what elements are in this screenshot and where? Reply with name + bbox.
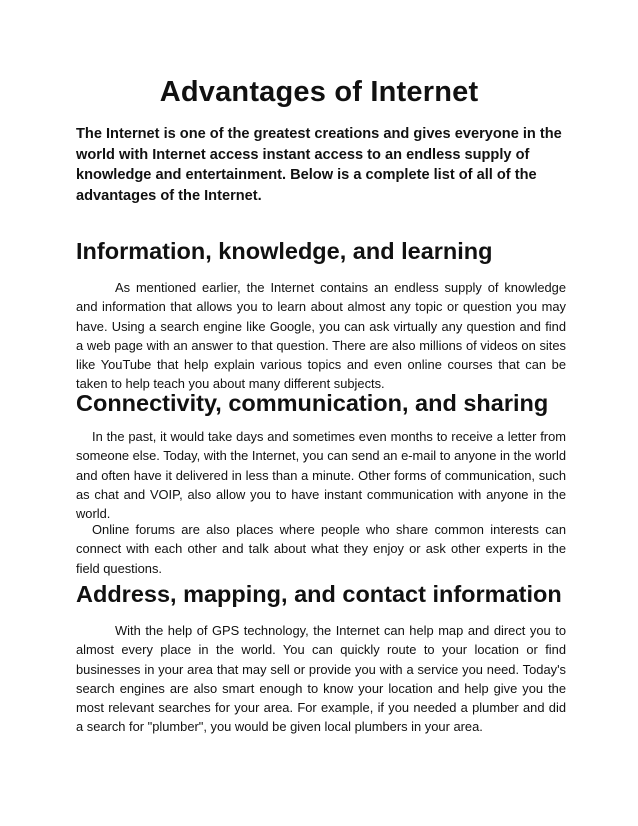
page-title: Advantages of Internet: [159, 76, 479, 108]
section-paragraph-connectivity-2: Online forums are also places where people who share common interests can connect with each other and talk about what they enjoy or ask other experts in the field questions.: [76, 522, 566, 576]
intro-paragraph: The Internet is one of the greatest creations and gives everyone in the world with Internet access instant access to an endless supply of knowledge and entertainment. Below is a complete list of all of the advantages of the Internet.: [76, 126, 562, 204]
section-paragraph-address: With the help of GPS technology, the Internet can help map and direct you to almost every place in the world. You can quickly route to your location or find businesses in your area that may sell or provide you with a service you need. Today's search engines are also smart enough to know your location and help give you the most relevant searches for your area. For example, if you needed a plumber and did a search for "plumber", you would be given local plumbers in your area.: [76, 623, 566, 735]
section-heading-connectivity: Connectivity, communication, and sharing: [76, 390, 549, 416]
section-heading-address: Address, mapping, and contact information: [76, 581, 562, 607]
section-paragraph-connectivity-1: In the past, it would take days and sometimes even months to receive a letter from someone else. Today, with the Internet, you can send an e-mail to anyone in the world and often have it delivered in less than a minute. Other forms of communication, such as chat and VOIP, also allow you to have instant communication with anyone in the world.: [76, 429, 566, 522]
section-paragraph-information: As mentioned earlier, the Internet contains an endless supply of knowledge and information that allows you to learn about almost any topic or question you may have. Using a search engine like Google, you can ask virtually any question and find a web page with an answer to that question. There are also millions of videos on sites like YouTube that help explain various topics and even online courses that can be taken to help teach you about many different subjects.: [76, 280, 566, 392]
section-heading-information: Information, knowledge, and learning: [76, 238, 493, 264]
